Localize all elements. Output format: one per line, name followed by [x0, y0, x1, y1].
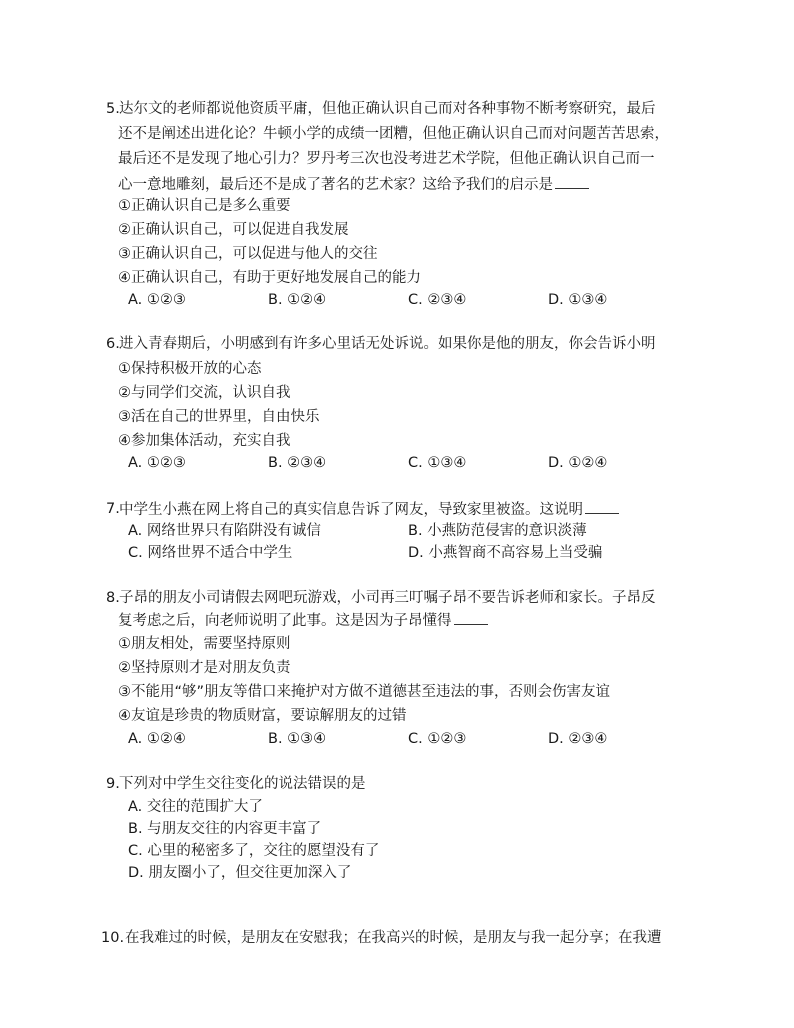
option-d: D. 朋友圈小了，但交往更加深入了 [128, 865, 352, 881]
option-d: D. ①③④ [548, 292, 608, 308]
question-number: 6. [106, 336, 120, 352]
option-c: C. 网络世界不适合中学生 [128, 545, 293, 561]
question-stem-line: 复考虑之后，向老师说明了此事。这是因为子昂懂得 [118, 610, 488, 631]
answer-blank [555, 174, 589, 189]
option-c: C. 心里的秘密多了，交往的愿望没有了 [128, 843, 380, 859]
question-stem-line: 进入青春期后，小明感到有许多心里话无处诉说。如果你是他的朋友，你会告诉小明 [119, 336, 656, 352]
option-b: B. ①③④ [268, 731, 327, 747]
statement: ②正确认识自己，可以促进自我发展 [118, 222, 349, 238]
statement: ④友谊是珍贵的物质财富，要谅解朋友的过错 [118, 708, 407, 724]
statement: ③正确认识自己，可以促进与他人的交往 [118, 246, 378, 262]
statement: ①正确认识自己是多么重要 [118, 198, 291, 214]
answer-blank [585, 499, 619, 514]
statement: ②坚持原则才是对朋友负责 [118, 660, 291, 676]
question-stem-line: 最后还不是发现了地心引力？罗丹考三次也没考进艺术学院，但他正确认识自己而一 [118, 151, 655, 167]
option-b: B. ②③④ [268, 455, 327, 471]
option-b: B. ①②④ [268, 292, 327, 308]
option-d: D. ①②④ [548, 455, 608, 471]
option-c: C. ①②③ [408, 731, 467, 747]
statement: ①朋友相处，需要坚持原则 [118, 636, 291, 652]
question-number: 7. [106, 501, 120, 517]
question-number: 10. [101, 930, 125, 946]
question-stem-line: 中学生小燕在网上将自己的真实信息告诉了网友，导致家里被盗。这说明 [119, 499, 619, 520]
option-a: A. ①②③ [128, 455, 186, 471]
option-a: A. ①②④ [128, 731, 186, 747]
option-b: B. 与朋友交往的内容更丰富了 [128, 821, 322, 837]
statement: ③活在自己的世界里，自由快乐 [118, 409, 320, 425]
option-a: A. ①②③ [128, 292, 186, 308]
question-stem-line: 心一意地雕刻，最后还不是成了著名的艺术家？这给予我们的启示是 [118, 174, 589, 195]
option-c: C. ①③④ [408, 455, 467, 471]
answer-blank [454, 610, 488, 625]
option-d: D. ②③④ [548, 731, 608, 747]
statement: ④正确认识自己，有助于更好地发展自己的能力 [118, 270, 421, 286]
option-d: D. 小燕智商不高容易上当受骗 [408, 545, 603, 561]
option-a: A. 网络世界只有陷阱没有诚信 [128, 523, 321, 539]
statement: ④参加集体活动，充实自我 [118, 433, 291, 449]
question-stem-line: 在我难过的时候，是朋友在安慰我；在我高兴的时候，是朋友与我一起分享；在我遭 [125, 930, 662, 946]
question-stem-line: 还不是阐述出进化论？牛顿小学的成绩一团糟，但他正确认识自己而对问题苦苦思索， [118, 126, 669, 142]
statement: ②与同学们交流，认识自我 [118, 385, 291, 401]
question-stem-line: 下列对中学生交往变化的说法错误的是 [119, 776, 366, 792]
question-number: 5. [106, 101, 120, 117]
option-b: B. 小燕防范侵害的意识淡薄 [408, 523, 587, 539]
statement: ①保持积极开放的心态 [118, 361, 262, 377]
question-number: 9. [106, 776, 120, 792]
question-stem-line: 子昂的朋友小司请假去网吧玩游戏，小司再三叮嘱子昂不要告诉老师和家长。子昂反 [119, 590, 656, 606]
question-number: 8. [106, 590, 120, 606]
option-c: C. ②③④ [408, 292, 467, 308]
option-a: A. 交往的范围扩大了 [128, 799, 263, 815]
statement: ③不能用“够”朋友等借口来掩护对方做不道德甚至违法的事，否则会伤害友谊 [118, 684, 611, 700]
question-stem-line: 达尔文的老师都说他资质平庸，但他正确认识自己而对各种事物不断考察研究，最后 [119, 101, 656, 117]
